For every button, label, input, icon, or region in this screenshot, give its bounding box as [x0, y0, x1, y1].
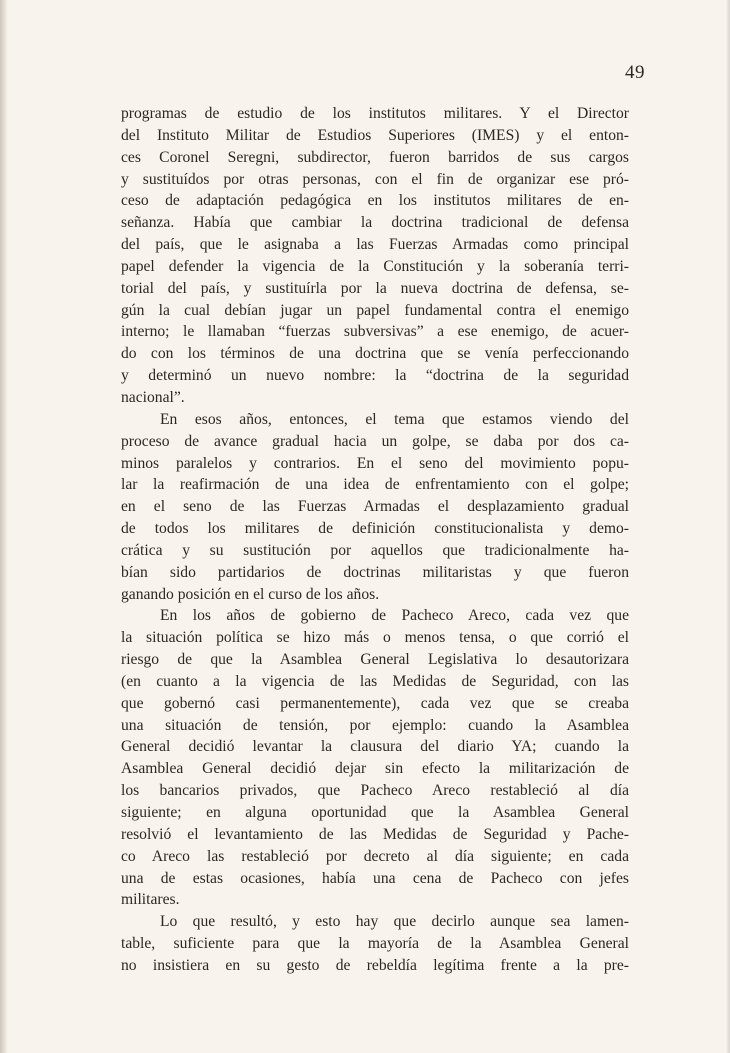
text-line: nacional”.	[121, 388, 185, 406]
text-line: do con los términos de una doctrina que se venía perfeccionando	[121, 345, 629, 363]
text-line: torial del país, y sustituírla por la nueva doctrina de defensa, se-	[121, 279, 629, 297]
text-line: militares.	[121, 891, 180, 909]
text-line: crática y su sustitución por aquellos que tradicionalmente ha-	[121, 541, 629, 559]
text-line: una de estas ocasiones, había una cena de Pacheco con jefes	[121, 869, 629, 887]
text-line: En los años de gobierno de Pacheco Areco, cada vez que	[160, 607, 629, 625]
text-line: del Instituto Militar de Estudios Superiores (IMES) y el enton-	[121, 126, 629, 144]
text-line: de todos los militares de definición constitucionalista y demo-	[121, 520, 629, 538]
text-line: lar la reafirmación de una idea de enfrentamiento con el golpe;	[121, 476, 629, 494]
text-line: table, suficiente para que la mayoría de la Asamblea General	[121, 935, 629, 953]
text-line: interno; le llamaban “fuerzas subversivas” a ese enemigo, de acuer-	[121, 323, 629, 341]
text-line: gún la cual debían jugar un papel fundamental contra el enemigo	[121, 301, 629, 319]
text-line: una situación de tensión, por ejemplo: cuando la Asamblea	[121, 716, 629, 734]
text-line: ces Coronel Seregni, subdirector, fueron barridos de sus cargos	[121, 148, 629, 166]
text-line: en el seno de las Fuerzas Armadas el desplazamiento gradual	[121, 498, 629, 516]
body-text	[121, 103, 629, 977]
page-number: 49	[625, 62, 645, 83]
text-line: En esos años, entonces, el tema que estamos viendo del	[160, 410, 629, 428]
text-line: proceso de avance gradual hacia un golpe, se daba por dos ca-	[121, 432, 629, 450]
text-line: los bancarios privados, que Pacheco Areco restableció al día	[121, 782, 629, 800]
text-line: resolvió el levantamiento de las Medidas de Seguridad y Pache-	[121, 825, 629, 843]
text-line: no insistiera en su gesto de rebeldía legítima frente a la pre-	[121, 956, 629, 974]
text-line: bían sido partidarios de doctrinas militaristas y que fueron	[121, 563, 629, 581]
text-line: papel defender la vigencia de la Constitución y la soberanía terri-	[121, 257, 629, 275]
text-line: la situación política se hizo más o menos tensa, o que corrió el	[121, 629, 629, 647]
text-line: co Areco las restableció por decreto al día siguiente; en cada	[121, 847, 629, 865]
text-line: siguiente; en alguna oportunidad que la Asamblea General	[121, 804, 629, 821]
text-line: y sustituídos por otras personas, con el fin de organizar ese pró-	[121, 170, 629, 188]
text-line: ganando posición en el curso de los años.	[121, 585, 380, 603]
text-line: General decidió levantar la clausura del diario YA; cuando la	[121, 738, 629, 756]
page-edge-shadow	[726, 0, 730, 1053]
text-line: que gobernó casi permanentemente), cada vez que se creaba	[121, 694, 629, 712]
text-line: riesgo de que la Asamblea General Legislativa lo desautorizara	[121, 651, 629, 669]
text-line: ceso de adaptación pedagógica en los institutos militares de en-	[121, 192, 629, 210]
text-line: señanza. Había que cambiar la doctrina tradicional de defensa	[121, 214, 629, 232]
text-line: Lo que resultó, y esto hay que decirlo aunque sea lamen-	[160, 913, 629, 931]
text-line: minos paralelos y contrarios. En el seno del movimiento popu-	[121, 454, 629, 472]
text-line: y determinó un nuevo nombre: la “doctrina de la seguridad	[121, 367, 629, 385]
text-line: programas de estudio de los institutos militares. Y el Director	[121, 105, 629, 122]
page-gutter-shadow	[0, 0, 8, 1053]
text-line: Asamblea General decidió dejar sin efecto la militarización de	[121, 760, 629, 778]
text-line: (en cuanto a la vigencia de las Medidas de Seguridad, con las	[121, 672, 629, 690]
text-line: del país, que le asignaba a las Fuerzas Armadas como principal	[121, 236, 629, 254]
